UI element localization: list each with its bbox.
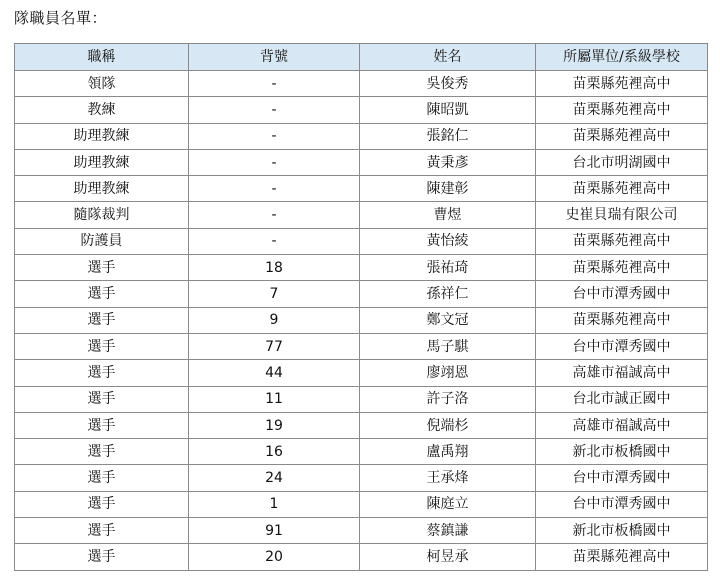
cell-name: 黃秉彥 [360, 149, 536, 175]
header-role: 職稱 [15, 44, 189, 71]
cell-affiliation: 台北市誠正國中 [536, 386, 708, 412]
table-row [15, 176, 708, 202]
table-row [15, 202, 708, 228]
table-row [15, 97, 708, 123]
cell-role: 教練 [15, 97, 189, 123]
cell-role: 選手 [15, 281, 189, 307]
cell-jersey-number: - [189, 149, 360, 175]
cell-name: 陳昭凱 [360, 97, 536, 123]
cell-role: 領隊 [15, 71, 189, 97]
table-body [15, 71, 708, 571]
header-jersey-number: 背號 [189, 44, 360, 71]
cell-role: 防護員 [15, 228, 189, 254]
cell-jersey-number: 1 [189, 491, 360, 517]
table-row [15, 465, 708, 491]
cell-jersey-number: 77 [189, 333, 360, 359]
table-row [15, 281, 708, 307]
table-row [15, 149, 708, 175]
cell-affiliation: 高雄市福誠高中 [536, 412, 708, 438]
cell-jersey-number: 20 [189, 544, 360, 570]
cell-role: 隨隊裁判 [15, 202, 189, 228]
cell-jersey-number: - [189, 97, 360, 123]
cell-jersey-number: 16 [189, 439, 360, 465]
table-row [15, 255, 708, 281]
cell-name: 黃怡綾 [360, 228, 536, 254]
table-row [15, 518, 708, 544]
cell-name: 孫祥仁 [360, 281, 536, 307]
cell-affiliation: 苗栗縣苑裡高中 [536, 123, 708, 149]
cell-role: 選手 [15, 307, 189, 333]
cell-affiliation: 新北市板橋國中 [536, 439, 708, 465]
cell-jersey-number: 9 [189, 307, 360, 333]
cell-affiliation: 高雄市福誠高中 [536, 360, 708, 386]
cell-affiliation: 新北市板橋國中 [536, 518, 708, 544]
cell-affiliation: 苗栗縣苑裡高中 [536, 544, 708, 570]
cell-name: 鄭文冠 [360, 307, 536, 333]
cell-role: 助理教練 [15, 123, 189, 149]
table-row [15, 228, 708, 254]
cell-role: 助理教練 [15, 176, 189, 202]
cell-affiliation: 台中市潭秀國中 [536, 491, 708, 517]
cell-role: 選手 [15, 518, 189, 544]
table-row [15, 71, 708, 97]
table-row [15, 360, 708, 386]
cell-jersey-number: 91 [189, 518, 360, 544]
table-header-row [15, 44, 708, 71]
roster-table [14, 43, 708, 571]
cell-role: 選手 [15, 544, 189, 570]
cell-name: 盧禹翔 [360, 439, 536, 465]
cell-affiliation: 史崔貝瑞有限公司 [536, 202, 708, 228]
cell-role: 選手 [15, 255, 189, 281]
cell-jersey-number: - [189, 202, 360, 228]
cell-role: 選手 [15, 333, 189, 359]
cell-role: 助理教練 [15, 149, 189, 175]
cell-name: 張銘仁 [360, 123, 536, 149]
cell-jersey-number: 44 [189, 360, 360, 386]
cell-name: 蔡鎮謙 [360, 518, 536, 544]
cell-jersey-number: - [189, 71, 360, 97]
cell-affiliation: 苗栗縣苑裡高中 [536, 307, 708, 333]
cell-name: 倪端杉 [360, 412, 536, 438]
cell-jersey-number: 24 [189, 465, 360, 491]
cell-affiliation: 苗栗縣苑裡高中 [536, 228, 708, 254]
cell-role: 選手 [15, 412, 189, 438]
cell-affiliation: 苗栗縣苑裡高中 [536, 97, 708, 123]
cell-name: 陳建彰 [360, 176, 536, 202]
cell-jersey-number: - [189, 123, 360, 149]
table-row [15, 333, 708, 359]
cell-affiliation: 台北市明湖國中 [536, 149, 708, 175]
header-affiliation: 所屬單位/系級學校 [536, 44, 708, 71]
cell-role: 選手 [15, 360, 189, 386]
cell-role: 選手 [15, 465, 189, 491]
cell-jersey-number: 11 [189, 386, 360, 412]
cell-jersey-number: 19 [189, 412, 360, 438]
page-title: 隊職員名單： [14, 9, 108, 27]
table-row [15, 439, 708, 465]
cell-name: 柯昱承 [360, 544, 536, 570]
cell-jersey-number: - [189, 228, 360, 254]
cell-jersey-number: 18 [189, 255, 360, 281]
cell-name: 陳庭立 [360, 491, 536, 517]
table-row [15, 491, 708, 517]
cell-affiliation: 台中市潭秀國中 [536, 465, 708, 491]
cell-name: 吳俊秀 [360, 71, 536, 97]
cell-jersey-number: 7 [189, 281, 360, 307]
cell-name: 許子洛 [360, 386, 536, 412]
table-row [15, 123, 708, 149]
cell-affiliation: 台中市潭秀國中 [536, 333, 708, 359]
cell-name: 馬子騏 [360, 333, 536, 359]
cell-name: 王承烽 [360, 465, 536, 491]
cell-affiliation: 台中市潭秀國中 [536, 281, 708, 307]
cell-jersey-number: - [189, 176, 360, 202]
cell-name: 曹煜 [360, 202, 536, 228]
cell-name: 張祐琦 [360, 255, 536, 281]
header-name: 姓名 [360, 44, 536, 71]
cell-role: 選手 [15, 386, 189, 412]
table-row [15, 386, 708, 412]
table-row [15, 307, 708, 333]
cell-affiliation: 苗栗縣苑裡高中 [536, 176, 708, 202]
cell-role: 選手 [15, 491, 189, 517]
table-row [15, 544, 708, 570]
table-row [15, 412, 708, 438]
cell-name: 廖翊恩 [360, 360, 536, 386]
cell-affiliation: 苗栗縣苑裡高中 [536, 255, 708, 281]
cell-role: 選手 [15, 439, 189, 465]
cell-affiliation: 苗栗縣苑裡高中 [536, 71, 708, 97]
